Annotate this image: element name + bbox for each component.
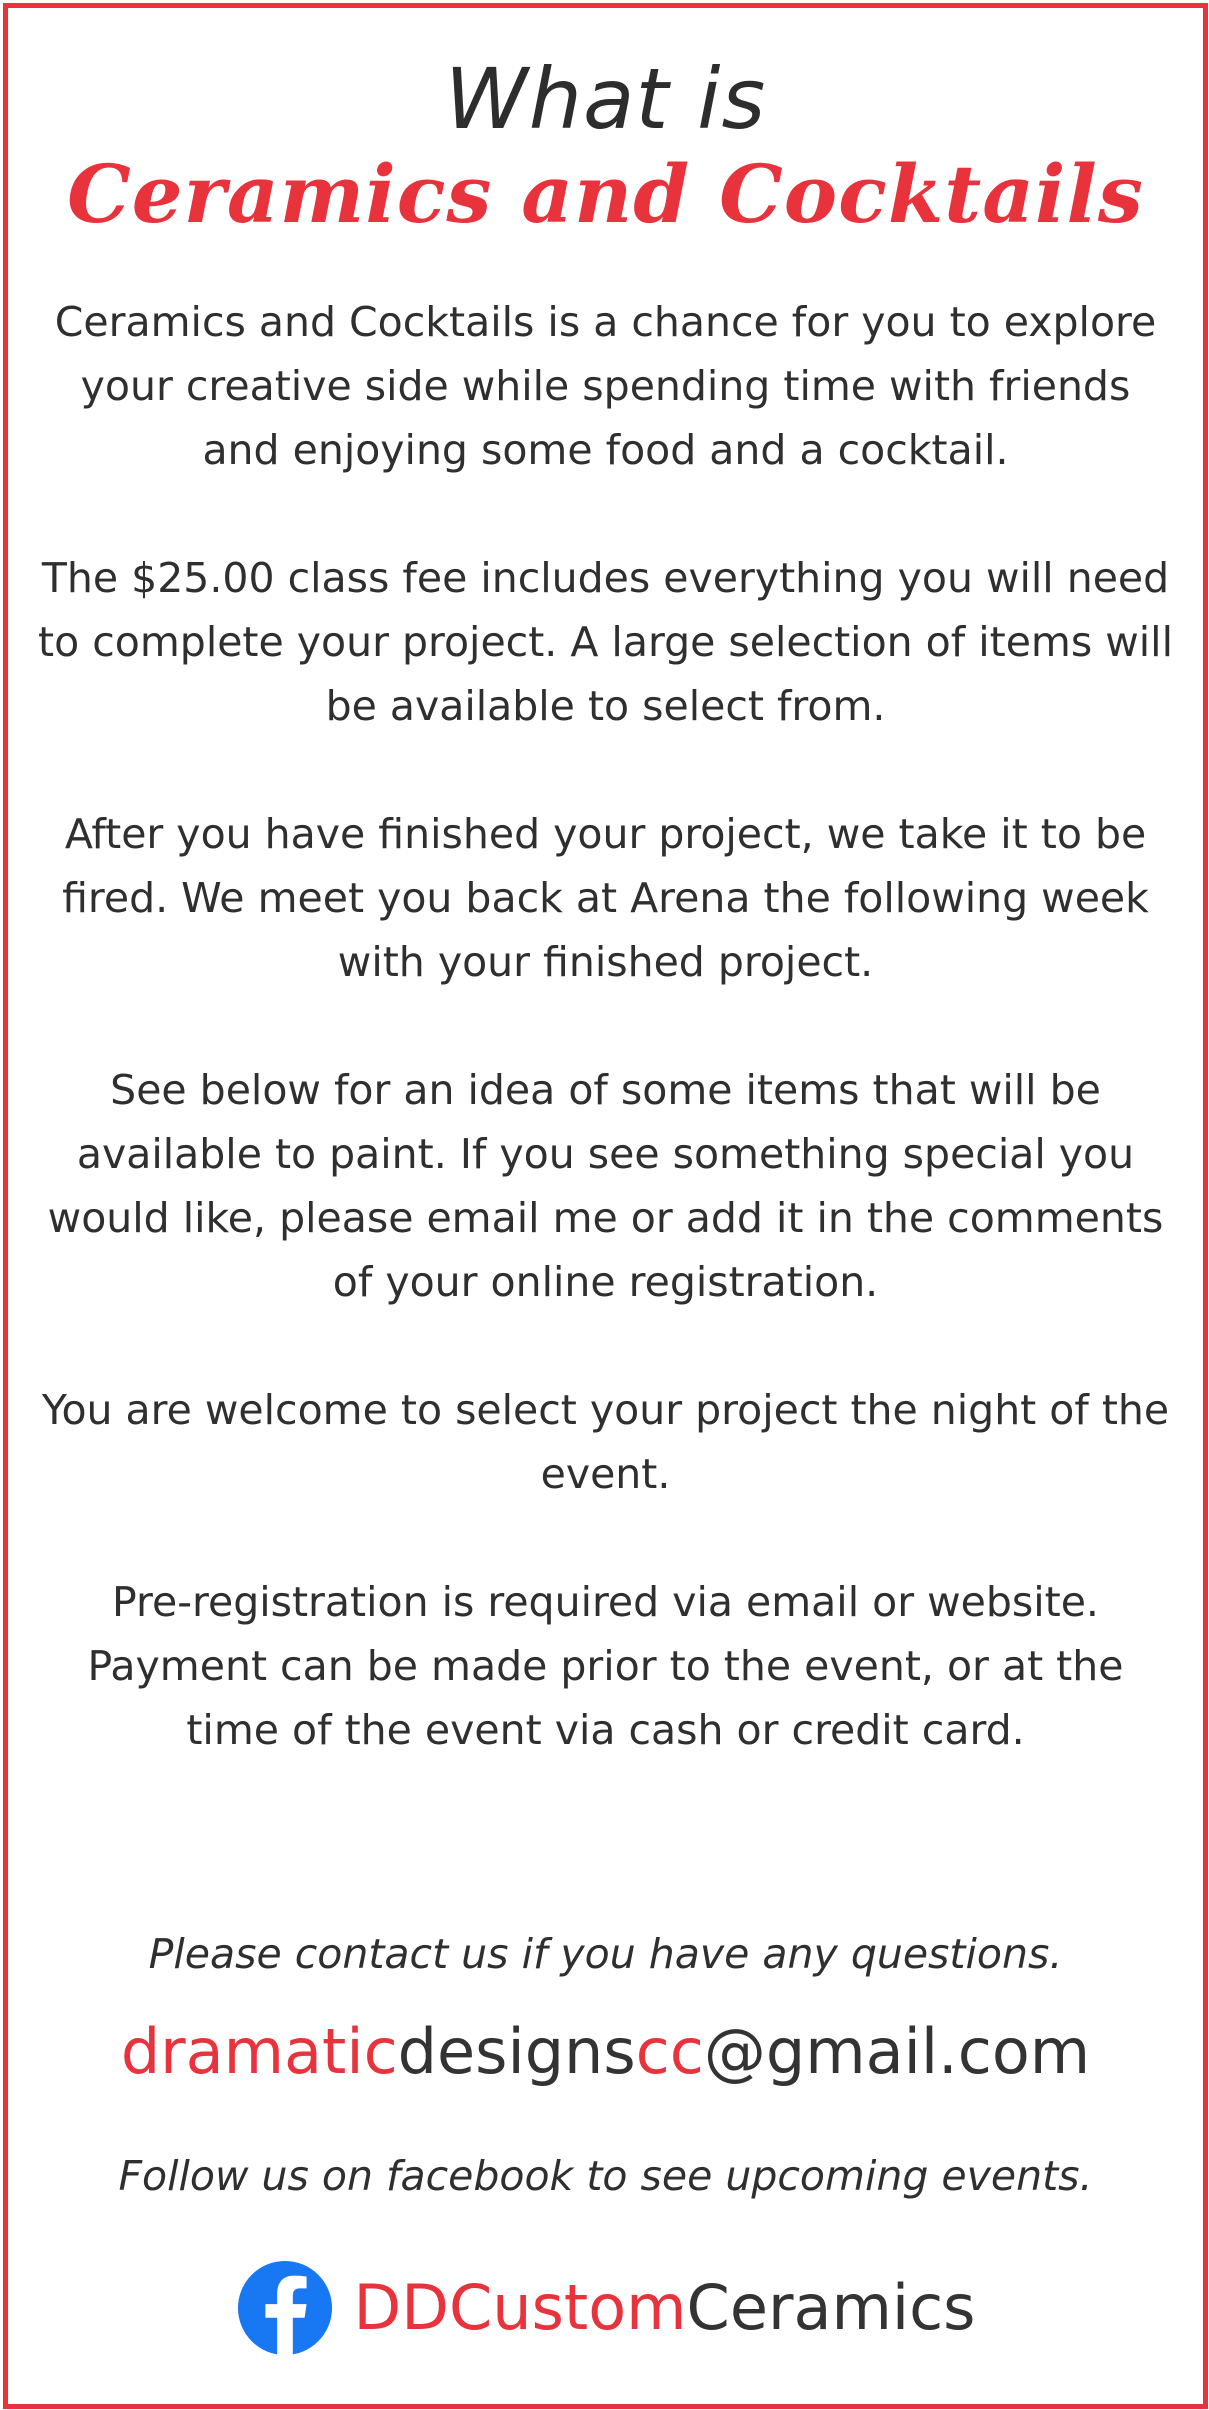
paragraph-intro: Ceramics and Cocktails is a chance for you to explore your creative side while spending time with friends and enjoying some food and a cocktail. bbox=[54, 298, 1157, 474]
contact-prompt: Please contact us if you have any questions. bbox=[148, 1930, 1063, 1978]
facebook-link[interactable] bbox=[8, 2258, 1203, 2358]
email-part-dramatic: dramatic bbox=[120, 2015, 398, 2088]
fb-name-part-custom: Custom bbox=[449, 2271, 687, 2344]
email-part-designs: designs bbox=[397, 2015, 636, 2088]
facebook-page-name bbox=[354, 2268, 976, 2348]
paragraph-firing: After you have finished your project, we take it to be fired. We meet you back at Arena the following week with your finished project. bbox=[62, 810, 1149, 986]
email-part-domain: @gmail.com bbox=[703, 2015, 1091, 2088]
heading-what-is: What is bbox=[444, 50, 767, 148]
description-body bbox=[38, 290, 1173, 1826]
fb-name-part-dd: DD bbox=[353, 2271, 449, 2344]
paragraph-select: You are welcome to select your project the night of the event. bbox=[41, 1386, 1170, 1498]
flyer-content bbox=[8, 8, 1203, 2404]
facebook-icon bbox=[236, 2259, 334, 2357]
page-border bbox=[3, 3, 1208, 2409]
email-part-cc: cc bbox=[635, 2015, 704, 2088]
fb-name-part-ceramics: Ceramics bbox=[686, 2271, 976, 2344]
follow-prompt: Follow us on facebook to see upcoming events. bbox=[118, 2152, 1093, 2200]
paragraph-fee: The $25.00 class fee includes everything you will need to complete your project. A large selection of items will be available to select from. bbox=[38, 554, 1173, 730]
email-link[interactable] bbox=[8, 2012, 1203, 2092]
paragraph-registration: Pre-registration is required via email or website. Payment can be made prior to the event, or at the time of the event via cash or credit card. bbox=[87, 1578, 1124, 1754]
paragraph-items: See below for an idea of some items that will be available to paint. If you see something special you would like, please email me or add it in the comments of your online registration. bbox=[47, 1066, 1164, 1306]
heading-title: Ceramics and Cocktails bbox=[67, 147, 1144, 241]
